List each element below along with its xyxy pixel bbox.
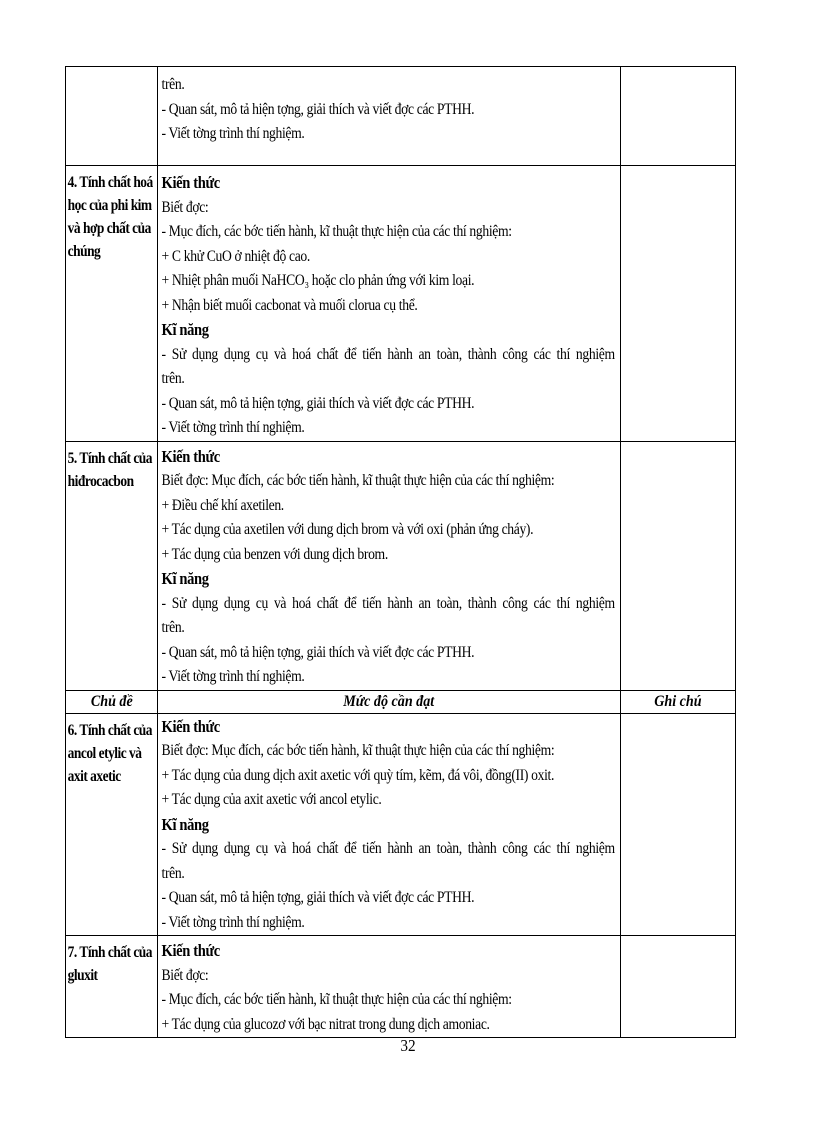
topic-cell bbox=[66, 713, 158, 936]
curriculum-table bbox=[65, 66, 736, 1038]
table-row-topic-7 bbox=[66, 936, 736, 1038]
skills-heading: Kĩ năng bbox=[161, 569, 209, 588]
header-label: Mức độ cần đạt bbox=[343, 692, 435, 710]
table-header-row bbox=[66, 690, 736, 713]
table-row-topic-6 bbox=[66, 713, 736, 936]
content-cell bbox=[158, 67, 621, 166]
content-line: - Quan sát, mô tả hiện tợng, giải thích và viết đợc các PTHH. bbox=[161, 643, 475, 661]
knowledge-heading: Kiến thức bbox=[161, 173, 220, 192]
content-line: + Điều chế khí axetilen. bbox=[161, 496, 284, 514]
content-line: + Tác dụng của axit axetic với ancol etylic. bbox=[161, 791, 382, 808]
content-line: - Mục đích, các bớc tiến hành, kĩ thuật thực hiện của các thí nghiệm: bbox=[161, 991, 512, 1008]
content-line: + Tác dụng của axetilen với dung dịch brom và với oxi (phản ứng cháy). bbox=[161, 521, 534, 538]
header-topic bbox=[66, 690, 158, 713]
topic-cell bbox=[66, 166, 158, 442]
content-line: trên. bbox=[161, 864, 185, 882]
knowledge-heading: Kiến thức bbox=[161, 446, 220, 466]
topic-title: 7. Tính chất của gluxit bbox=[67, 944, 152, 984]
content-line: + Nhiệt phân muối NaHCO₃ hoặc clo phản ứng với kim loại. bbox=[161, 272, 475, 289]
content-line: trên. bbox=[161, 76, 185, 93]
skills-heading: Kĩ năng bbox=[161, 320, 209, 339]
content-line: - Quan sát, mô tả hiện tợng, giải thích và viết đợc các PTHH. bbox=[161, 100, 475, 118]
header-label: Chủ đề bbox=[90, 692, 133, 710]
knowledge-heading: Kiến thức bbox=[161, 716, 220, 736]
topic-cell bbox=[66, 441, 158, 690]
content-line: + C khử CuO ở nhiệt độ cao. bbox=[161, 247, 310, 265]
table-row-topic-4 bbox=[66, 166, 736, 442]
content-line: - Sử dụng dụng cụ và hoá chất để tiến hành an toàn, thành công các thí nghiệm bbox=[161, 840, 615, 857]
content-line: + Tác dụng của benzen với dung dịch brom. bbox=[161, 545, 388, 563]
topic-cell bbox=[66, 936, 158, 1038]
topic-title: 4. Tính chất hoá học của phi kim và hợp chất của chúng bbox=[67, 174, 153, 260]
content-line: Biết đợc: bbox=[161, 966, 209, 984]
content-line: - Viết tờng trình thí nghiệm. bbox=[161, 913, 305, 931]
content-line: - Quan sát, mô tả hiện tợng, giải thích và viết đợc các PTHH. bbox=[161, 394, 475, 412]
header-note bbox=[621, 690, 736, 713]
header-label: Ghi chú bbox=[654, 692, 702, 710]
topic-title: 6. Tính chất của ancol etylic và axit axetic bbox=[67, 721, 152, 785]
content-line: trên. bbox=[161, 370, 185, 387]
content-cell bbox=[158, 936, 621, 1038]
content-line: - Sử dụng dụng cụ và hoá chất để tiến hành an toàn, thành công các thí nghiệm bbox=[161, 594, 615, 612]
content-line: + Tác dụng của dung dịch axit axetic với quỳ tím, kẽm, đá vôi, đồng(II) oxit. bbox=[161, 766, 555, 784]
content-cell bbox=[158, 441, 621, 690]
content-line: Biết đợc: Mục đích, các bớc tiến hành, kĩ thuật thực hiện của các thí nghiệm: bbox=[161, 472, 555, 489]
knowledge-heading: Kiến thức bbox=[161, 941, 220, 960]
content-line: Biết đợc: bbox=[161, 198, 209, 216]
content-cell bbox=[158, 713, 621, 936]
topic-cell bbox=[66, 67, 158, 166]
note-cell bbox=[621, 441, 736, 690]
note-cell bbox=[621, 936, 736, 1038]
topic-title: 5. Tính chất của hiđrocacbon bbox=[67, 449, 152, 490]
page-number: 32 bbox=[400, 1036, 416, 1055]
content-cell bbox=[158, 166, 621, 442]
content-line: + Tác dụng của glucozơ với bạc nitrat trong dung dịch amoniac. bbox=[161, 1015, 490, 1033]
content-line: trên. bbox=[161, 619, 185, 636]
content-line: + Nhận biết muối cacbonat và muối clorua cụ thể. bbox=[161, 296, 418, 314]
content-line: Biết đợc: Mục đích, các bớc tiến hành, kĩ thuật thực hiện của các thí nghiệm: bbox=[161, 742, 555, 759]
content-line: - Quan sát, mô tả hiện tợng, giải thích và viết đợc các PTHH. bbox=[161, 889, 475, 906]
header-requirement bbox=[158, 690, 621, 713]
skills-heading: Kĩ năng bbox=[161, 814, 209, 834]
content-line: - Viết tờng trình thí nghiệm. bbox=[161, 668, 305, 685]
table-row-topic-5 bbox=[66, 441, 736, 690]
note-cell bbox=[621, 67, 736, 166]
table-row-continued bbox=[66, 67, 736, 166]
note-cell bbox=[621, 166, 736, 442]
note-cell bbox=[621, 713, 736, 936]
content-line: - Viết tờng trình thí nghiệm. bbox=[161, 419, 305, 436]
content-line: - Mục đích, các bớc tiến hành, kĩ thuật thực hiện của các thí nghiệm: bbox=[161, 223, 512, 240]
content-line: - Viết tờng trình thí nghiệm. bbox=[161, 125, 305, 142]
content-line: - Sử dụng dụng cụ và hoá chất để tiến hành an toàn, thành công các thí nghiệm bbox=[161, 345, 615, 363]
